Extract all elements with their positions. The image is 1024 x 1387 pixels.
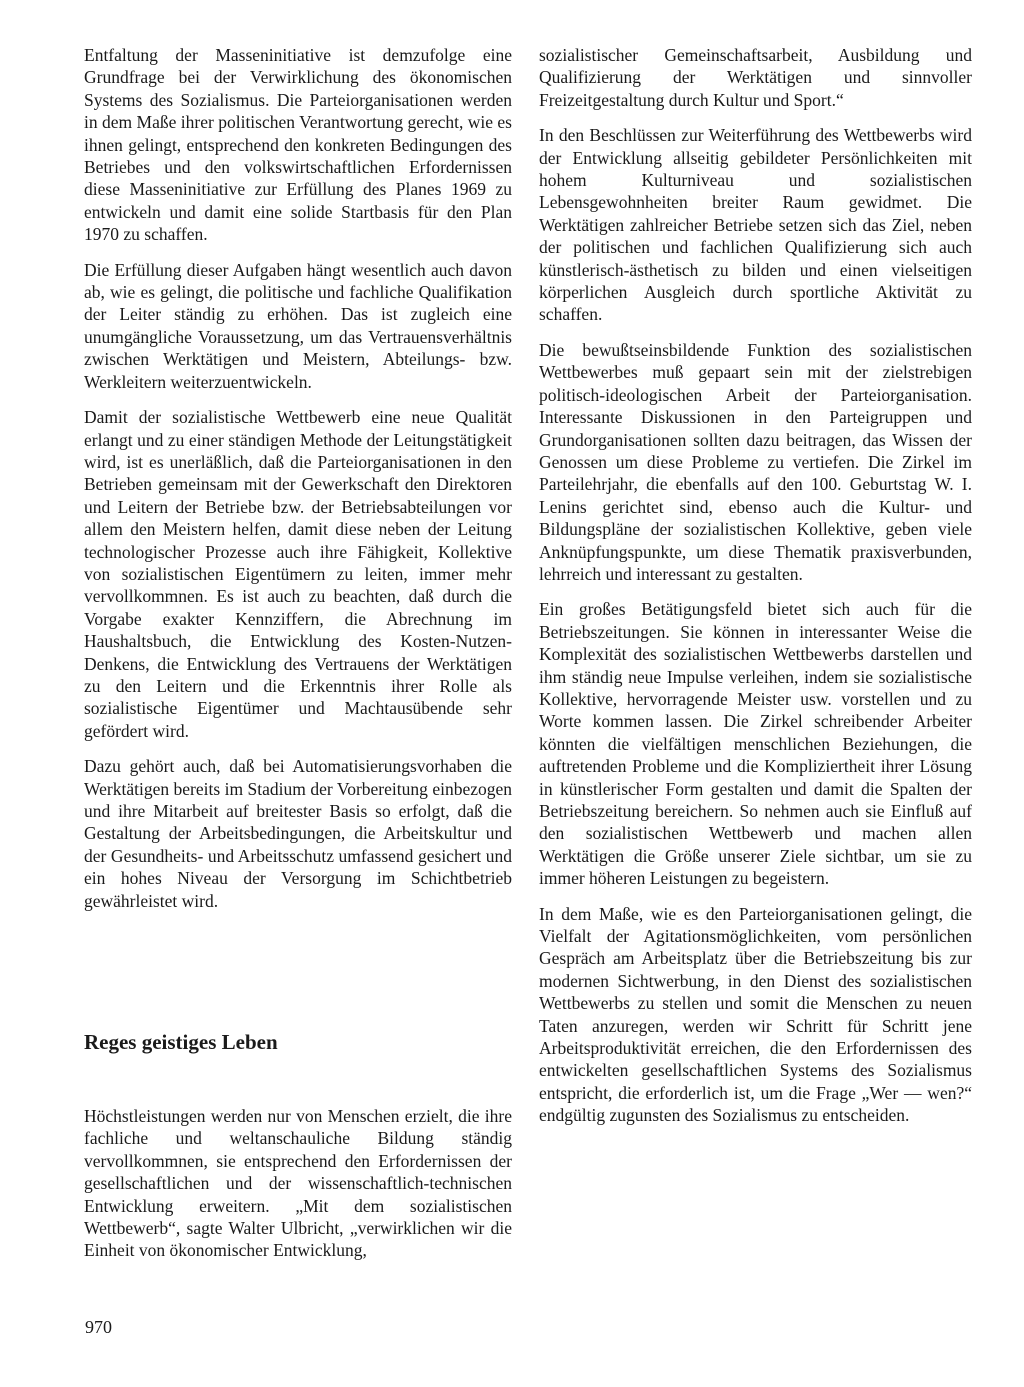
- section-heading: Reges geistiges Leben: [84, 1030, 278, 1054]
- left-paragraph-2: Die Erfüllung dieser Aufgaben hängt wesentlich auch davon ab, wie es gelingt, die politische und fachliche Qualifikation der Leiter ständig zu erhöhen. Das ist zugleich eine unumgängliche Voraussetzung, um das Vertrauensverhältnis zwischen Werktätigen und Meistern, Abteilungs- bzw. Werkleitern weiterzuentwickeln.: [84, 259, 512, 392]
- left-column: [84, 44, 512, 925]
- right-paragraph-5: In dem Maße, wie es den Parteiorganisationen gelingt, die Vielfalt der Agitationsmöglichkeiten, vom persönlichen Gespräch am Arbeitsplatz über die Betriebszeitung bis zur modernen Sichtwerbung, in den Dienst des sozialistischen Wettbewerbs zu stellen und somit die Menschen zu neuen Taten anzuregen, werden wir Schritt für Schritt jene Arbeitsproduktivität erreichen, die den Erfordernissen des entwickelten gesellschaftlichen Systems des Sozialismus entspricht, die erforderlich ist, um die Frage „Wer — wen?“ endgültig zugunsten des Sozialismus zu entscheiden.: [539, 903, 972, 1126]
- right-paragraph-3: Die bewußtseinsbildende Funktion des sozialistischen Wettbewerbes muß gepaart sein mit der zielstrebigen politisch-ideologischen Arbeit der Parteiorganisation. Interessante Diskussionen in den Parteigruppen und Grundorganisationen sollten dazu beitragen, das Wissen der Genossen um diese Probleme zu vertiefen. Die Zirkel im Parteilehrjahr, die ebenfalls auf den 100. Geburtstag W. I. Lenins gerichtet sind, ebenso auch die Kultur- und Bildungspläne der sozialistischen Kollektive, geben viele Anknüpfungspunkte, um diese Thematik praxisverbunden, lehrreich und interessant zu gestalten.: [539, 339, 972, 584]
- left-paragraph-3: Damit der sozialistische Wettbewerb eine neue Qualität erlangt und zu einer ständigen Methode der Leitungstätigkeit wird, ist es unerläßlich, daß die Parteiorganisationen in den Betrieben gemeinsam mit der Gewerkschaft den Direktoren und Leitern der Betriebe bzw. der Betriebsabteilungen vor allem den Meistern helfen, damit diese neben der Leitung technologischer Prozesse auch ihre Fähigkeit, Kollektive von sozialistischen Eigentümern zu leiten, immer mehr vervollkommnen. Es ist auch zu beachten, daß durch die Vorgabe exakter Kennziffern, die Abrechnung im Haushaltsbuch, die Entwicklung des Kosten-Nutzen-Denkens, die Entwicklung des Vertrauens der Werktätigen zu den Leitern und die Erkenntnis ihrer Rolle als sozialistische Eigentümer und Machtausübende sehr gefördert wird.: [84, 407, 512, 741]
- left-column-after-heading: [84, 1105, 512, 1262]
- page-number: 970: [85, 1317, 112, 1337]
- left-paragraph-5: Höchstleistungen werden nur von Menschen erzielt, die ihre fachliche und weltanschauliche Bildung ständig vervollkommnen, sie entsprechend den Erfordernissen der gesellschaftlichen und der wissenschaftlich-technischen Entwicklung erweitern. „Mit dem sozialistischen Wettbewerb“, sagte Walter Ulbricht, „verwirklichen wir die Einheit von ökonomischer Entwicklung,: [84, 1106, 512, 1261]
- left-paragraph-1: Entfaltung der Masseninitiative ist demzufolge eine Grundfrage bei der Verwirklichung des ökonomischen Systems des Sozialismus. Die Parteiorganisationen werden in dem Maße ihrer politischen Verantwortung gerecht, wie es ihnen gelingt, entsprechend den konkreten Bedingungen des Betriebes und den volkswirtschaftlichen Erfordernissen diese Masseninitiative zur Erfüllung des Planes 1969 zu entwickeln und damit eine solide Startbasis für den Plan 1970 zu schaffen.: [84, 45, 512, 245]
- right-paragraph-4: Ein großes Betätigungsfeld bietet sich auch für die Betriebszeitungen. Sie können in interessanter Weise die Komplexität des sozialistischen Wettbewerbs darstellen und ihm ständig neue Impulse verleihen, indem sie sozialistische Kollektive, hervorragende Meister usw. vorstellen und zu Worte kommen lassen. Die Zirkel schreibender Arbeiter könnten die vielfältigen menschlichen Beziehungen, die auftretenden Probleme und die Kompliziertheit ihrer Lösung in künstlerischer Form gestalten und damit die Spalten der Betriebszeitung bereichern. So nehmen auch sie Einfluß auf den sozialistischen Wettbewerb und machen allen Werktätigen die Größe unserer Ziele sichtbar, um sie zu immer höheren Leistungen zu begeistern.: [539, 599, 972, 889]
- right-paragraph-2: In den Beschlüssen zur Weiterführung des Wettbewerbs wird der Entwicklung allseitig gebildeter Persönlichkeiten mit hohem Kulturniveau und sozialistischen Lebensgewohnheiten breiter Raum gewidmet. Die Werktätigen zahlreicher Betriebe setzen sich das Ziel, neben der politischen und fachlichen Qualifizierung sich auch künstlerisch-ästhetisch zu bilden und einen vielseitigen körperlichen Ausgleich durch sportliche Aktivität zu schaffen.: [539, 125, 972, 325]
- left-paragraph-4: Dazu gehört auch, daß bei Automatisierungsvorhaben die Werktätigen bereits im Stadium der Vorbereitung einbezogen und ihre Mitarbeit auf breitester Basis so erfolgt, daß die Gestaltung der Arbeitsbedingungen, die Arbeitskultur und der Gesundheits- und Arbeitsschutz umfassend gesichert und ein hohes Niveau der Versorgung im Schichtbetrieb gewährleistet wird.: [84, 756, 512, 911]
- right-column: [539, 44, 972, 1140]
- right-paragraph-1: sozialistischer Gemeinschaftsarbeit, Ausbildung und Qualifizierung der Werktätigen und sinnvoller Freizeitgestaltung durch Kultur und Sport.“: [539, 45, 972, 110]
